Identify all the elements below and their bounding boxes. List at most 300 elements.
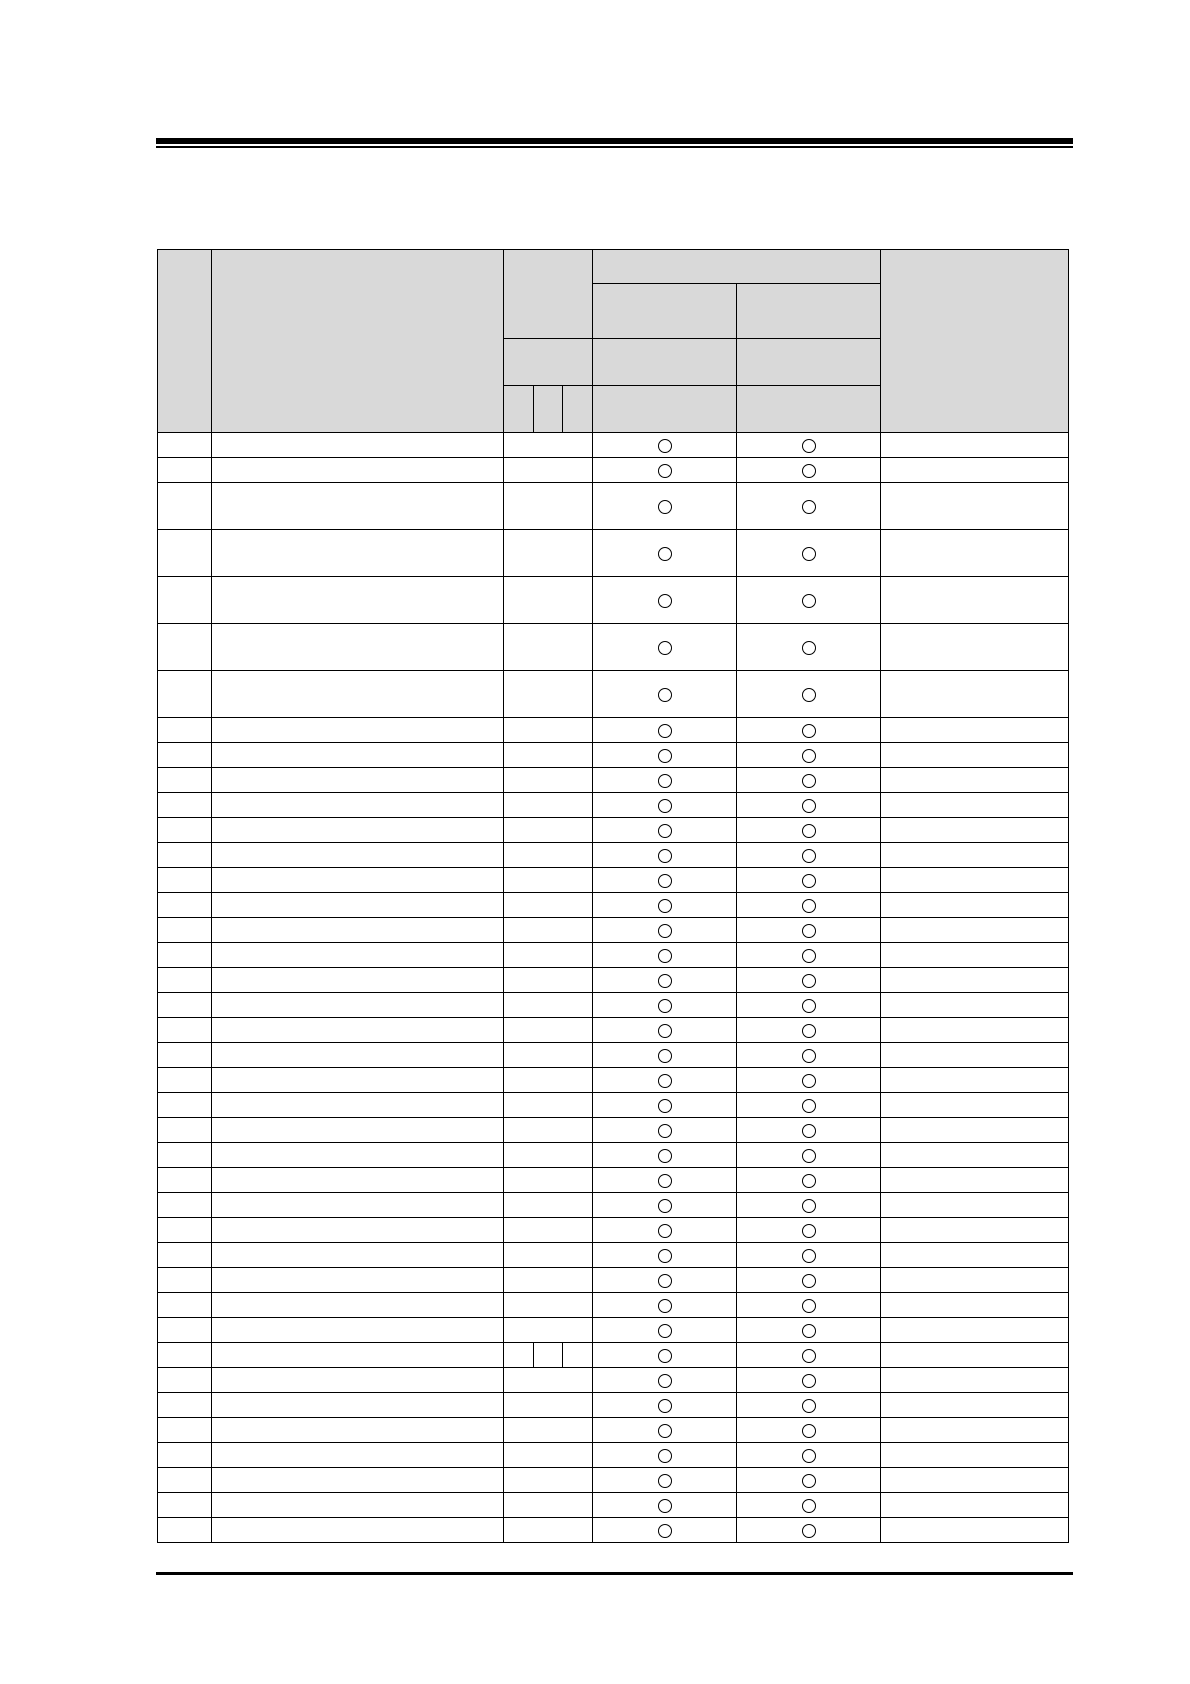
row-category-cell xyxy=(503,743,592,768)
header-category-cell-3 xyxy=(563,386,593,433)
header-rule-thin xyxy=(156,146,1073,148)
header-no-column xyxy=(158,250,212,433)
row-item-cell xyxy=(212,943,504,968)
row-mark-cell-a xyxy=(593,1168,737,1193)
row-category-cell xyxy=(503,718,592,743)
row-category-cell-1 xyxy=(503,1343,533,1368)
row-mark-cell-a xyxy=(593,1518,737,1543)
row-item-cell xyxy=(212,893,504,918)
row-item-cell xyxy=(212,1443,504,1468)
row-category-cell xyxy=(503,1168,592,1193)
row-category-cell xyxy=(503,1243,592,1268)
row-mark-cell-a xyxy=(593,624,737,671)
row-mark-cell-b xyxy=(737,718,881,743)
row-remarks-cell xyxy=(880,1268,1068,1293)
row-no-cell xyxy=(158,1343,212,1368)
row-no-cell xyxy=(158,743,212,768)
table-row xyxy=(158,1118,1069,1143)
circle-mark-icon xyxy=(658,874,672,888)
row-remarks-cell xyxy=(880,1143,1068,1168)
row-mark-cell-a xyxy=(593,793,737,818)
row-remarks-cell xyxy=(880,1493,1068,1518)
row-remarks-cell xyxy=(880,458,1068,483)
header-group-column xyxy=(593,250,881,284)
table-row xyxy=(158,1068,1069,1093)
header-category-sub xyxy=(503,339,592,386)
table-row xyxy=(158,943,1069,968)
table-body xyxy=(158,250,1069,1543)
circle-mark-icon xyxy=(658,1249,672,1263)
circle-mark-icon xyxy=(802,724,816,738)
row-mark-cell-a xyxy=(593,743,737,768)
row-mark-cell-a xyxy=(593,1293,737,1318)
table-row xyxy=(158,1443,1069,1468)
row-item-cell xyxy=(212,868,504,893)
circle-mark-icon xyxy=(802,641,816,655)
row-mark-cell-b xyxy=(737,968,881,993)
row-no-cell xyxy=(158,993,212,1018)
circle-mark-icon xyxy=(802,594,816,608)
row-mark-cell-b xyxy=(737,1093,881,1118)
circle-mark-icon xyxy=(658,799,672,813)
table-row xyxy=(158,433,1069,458)
row-item-cell xyxy=(212,1093,504,1118)
row-remarks-cell xyxy=(880,1518,1068,1543)
row-no-cell xyxy=(158,1218,212,1243)
row-category-cell xyxy=(503,577,592,624)
row-category-cell xyxy=(503,843,592,868)
row-category-cell xyxy=(503,1118,592,1143)
row-no-cell xyxy=(158,768,212,793)
row-mark-cell-a xyxy=(593,1218,737,1243)
row-remarks-cell xyxy=(880,743,1068,768)
table-row xyxy=(158,577,1069,624)
row-remarks-cell xyxy=(880,1168,1068,1193)
table-row xyxy=(158,768,1069,793)
circle-mark-icon xyxy=(802,439,816,453)
circle-mark-icon xyxy=(658,1524,672,1538)
circle-mark-icon xyxy=(658,1024,672,1038)
row-no-cell xyxy=(158,671,212,718)
circle-mark-icon xyxy=(658,1074,672,1088)
table-row xyxy=(158,893,1069,918)
header-category-cell-1 xyxy=(503,386,533,433)
circle-mark-icon xyxy=(658,1224,672,1238)
circle-mark-icon xyxy=(658,1274,672,1288)
row-no-cell xyxy=(158,793,212,818)
circle-mark-icon xyxy=(802,688,816,702)
circle-mark-icon xyxy=(658,999,672,1013)
row-mark-cell-a xyxy=(593,1318,737,1343)
circle-mark-icon xyxy=(658,1449,672,1463)
row-mark-cell-b xyxy=(737,1218,881,1243)
row-category-cell xyxy=(503,993,592,1018)
row-mark-cell-b xyxy=(737,1268,881,1293)
header-item-column xyxy=(212,250,504,433)
row-mark-cell-a xyxy=(593,968,737,993)
row-mark-cell-a xyxy=(593,843,737,868)
table-row xyxy=(158,530,1069,577)
footer-rule xyxy=(156,1572,1073,1575)
table-row xyxy=(158,1268,1069,1293)
table-row xyxy=(158,1418,1069,1443)
table-row xyxy=(158,743,1069,768)
row-item-cell xyxy=(212,1293,504,1318)
circle-mark-icon xyxy=(802,974,816,988)
row-no-cell xyxy=(158,943,212,968)
circle-mark-icon xyxy=(658,724,672,738)
row-mark-cell-b xyxy=(737,1493,881,1518)
header-remarks-column xyxy=(880,250,1068,433)
row-item-cell xyxy=(212,768,504,793)
row-mark-cell-a xyxy=(593,993,737,1018)
row-no-cell xyxy=(158,1143,212,1168)
table-row xyxy=(158,1193,1069,1218)
row-remarks-cell xyxy=(880,818,1068,843)
row-mark-cell-a xyxy=(593,718,737,743)
row-category-cell xyxy=(503,458,592,483)
row-no-cell xyxy=(158,918,212,943)
table-row xyxy=(158,993,1069,1018)
row-mark-cell-a xyxy=(593,818,737,843)
row-remarks-cell xyxy=(880,768,1068,793)
row-item-cell xyxy=(212,458,504,483)
row-item-cell xyxy=(212,1343,504,1368)
row-no-cell xyxy=(158,577,212,624)
circle-mark-icon xyxy=(802,500,816,514)
row-category-cell xyxy=(503,1518,592,1543)
circle-mark-icon xyxy=(802,1449,816,1463)
header-rule-thick xyxy=(156,138,1073,144)
row-mark-cell-b xyxy=(737,1318,881,1343)
row-category-cell xyxy=(503,768,592,793)
circle-mark-icon xyxy=(802,1399,816,1413)
row-category-cell xyxy=(503,893,592,918)
row-remarks-cell xyxy=(880,893,1068,918)
circle-mark-icon xyxy=(658,1049,672,1063)
circle-mark-icon xyxy=(658,1099,672,1113)
row-mark-cell-a xyxy=(593,1268,737,1293)
table-row xyxy=(158,1468,1069,1493)
circle-mark-icon xyxy=(802,1124,816,1138)
row-item-cell xyxy=(212,1218,504,1243)
row-item-cell xyxy=(212,1118,504,1143)
table-row xyxy=(158,1293,1069,1318)
row-item-cell xyxy=(212,993,504,1018)
row-category-cell xyxy=(503,530,592,577)
header-sub-column-b-3 xyxy=(737,386,881,433)
row-item-cell xyxy=(212,1268,504,1293)
row-category-cell xyxy=(503,483,592,530)
row-mark-cell-b xyxy=(737,868,881,893)
row-category-cell xyxy=(503,433,592,458)
row-no-cell xyxy=(158,843,212,868)
row-mark-cell-b xyxy=(737,1168,881,1193)
row-mark-cell-b xyxy=(737,1243,881,1268)
row-category-cell xyxy=(503,918,592,943)
row-category-cell xyxy=(503,793,592,818)
row-remarks-cell xyxy=(880,918,1068,943)
row-no-cell xyxy=(158,1468,212,1493)
circle-mark-icon xyxy=(802,1374,816,1388)
table-row xyxy=(158,1393,1069,1418)
row-no-cell xyxy=(158,1493,212,1518)
row-mark-cell-b xyxy=(737,943,881,968)
row-mark-cell-b xyxy=(737,1418,881,1443)
row-no-cell xyxy=(158,718,212,743)
row-mark-cell-b xyxy=(737,458,881,483)
table-row xyxy=(158,1493,1069,1518)
circle-mark-icon xyxy=(658,594,672,608)
row-item-cell xyxy=(212,1368,504,1393)
row-mark-cell-b xyxy=(737,1518,881,1543)
circle-mark-icon xyxy=(802,1099,816,1113)
row-item-cell xyxy=(212,1468,504,1493)
circle-mark-icon xyxy=(658,1399,672,1413)
row-item-cell xyxy=(212,1418,504,1443)
circle-mark-icon xyxy=(658,547,672,561)
row-mark-cell-a xyxy=(593,530,737,577)
row-remarks-cell xyxy=(880,1293,1068,1318)
row-mark-cell-a xyxy=(593,433,737,458)
circle-mark-icon xyxy=(802,799,816,813)
row-mark-cell-b xyxy=(737,793,881,818)
row-mark-cell-b xyxy=(737,483,881,530)
circle-mark-icon xyxy=(802,1149,816,1163)
circle-mark-icon xyxy=(658,774,672,788)
row-remarks-cell xyxy=(880,1068,1068,1093)
row-item-cell xyxy=(212,1043,504,1068)
circle-mark-icon xyxy=(658,641,672,655)
row-item-cell xyxy=(212,968,504,993)
row-remarks-cell xyxy=(880,843,1068,868)
table-row xyxy=(158,1368,1069,1393)
row-remarks-cell xyxy=(880,1243,1068,1268)
circle-mark-icon xyxy=(802,774,816,788)
row-item-cell xyxy=(212,718,504,743)
table-row xyxy=(158,624,1069,671)
row-category-cell xyxy=(503,1268,592,1293)
circle-mark-icon xyxy=(658,924,672,938)
circle-mark-icon xyxy=(658,1124,672,1138)
circle-mark-icon xyxy=(658,688,672,702)
circle-mark-icon xyxy=(658,464,672,478)
row-remarks-cell xyxy=(880,718,1068,743)
table-row xyxy=(158,918,1069,943)
row-mark-cell-b xyxy=(737,1468,881,1493)
row-remarks-cell xyxy=(880,624,1068,671)
row-remarks-cell xyxy=(880,433,1068,458)
circle-mark-icon xyxy=(658,1199,672,1213)
row-category-cell xyxy=(503,1018,592,1043)
row-category-cell xyxy=(503,1443,592,1468)
row-remarks-cell xyxy=(880,1018,1068,1043)
row-mark-cell-a xyxy=(593,1093,737,1118)
table-row xyxy=(158,1318,1069,1343)
row-no-cell xyxy=(158,1193,212,1218)
circle-mark-icon xyxy=(802,1349,816,1363)
row-no-cell xyxy=(158,893,212,918)
circle-mark-icon xyxy=(802,1024,816,1038)
row-mark-cell-a xyxy=(593,943,737,968)
row-mark-cell-b xyxy=(737,818,881,843)
row-remarks-cell xyxy=(880,968,1068,993)
row-item-cell xyxy=(212,577,504,624)
header-sub-column-b-2 xyxy=(737,339,881,386)
row-remarks-cell xyxy=(880,1343,1068,1368)
table-row xyxy=(158,1018,1069,1043)
row-mark-cell-a xyxy=(593,1193,737,1218)
row-item-cell xyxy=(212,1018,504,1043)
row-mark-cell-a xyxy=(593,671,737,718)
row-remarks-cell xyxy=(880,1118,1068,1143)
row-mark-cell-a xyxy=(593,1118,737,1143)
row-mark-cell-b xyxy=(737,1043,881,1068)
row-category-cell xyxy=(503,1043,592,1068)
row-category-cell xyxy=(503,968,592,993)
row-mark-cell-a xyxy=(593,1393,737,1418)
row-item-cell xyxy=(212,624,504,671)
row-category-cell xyxy=(503,1093,592,1118)
circle-mark-icon xyxy=(802,824,816,838)
row-remarks-cell xyxy=(880,483,1068,530)
circle-mark-icon xyxy=(658,1299,672,1313)
row-remarks-cell xyxy=(880,1443,1068,1468)
row-item-cell xyxy=(212,483,504,530)
table-row xyxy=(158,843,1069,868)
row-remarks-cell xyxy=(880,943,1068,968)
circle-mark-icon xyxy=(802,1274,816,1288)
row-item-cell xyxy=(212,433,504,458)
circle-mark-icon xyxy=(802,464,816,478)
circle-mark-icon xyxy=(802,1424,816,1438)
row-no-cell xyxy=(158,1443,212,1468)
row-no-cell xyxy=(158,1168,212,1193)
row-item-cell xyxy=(212,1318,504,1343)
row-category-cell xyxy=(503,1218,592,1243)
row-no-cell xyxy=(158,433,212,458)
circle-mark-icon xyxy=(802,1224,816,1238)
row-mark-cell-a xyxy=(593,1343,737,1368)
row-mark-cell-a xyxy=(593,577,737,624)
row-item-cell xyxy=(212,843,504,868)
row-remarks-cell xyxy=(880,671,1068,718)
circle-mark-icon xyxy=(658,500,672,514)
row-item-cell xyxy=(212,1493,504,1518)
circle-mark-icon xyxy=(802,1174,816,1188)
row-mark-cell-b xyxy=(737,1018,881,1043)
row-no-cell xyxy=(158,1418,212,1443)
row-category-cell xyxy=(503,1468,592,1493)
row-category-cell xyxy=(503,1493,592,1518)
table-row xyxy=(158,968,1069,993)
row-remarks-cell xyxy=(880,1418,1068,1443)
row-remarks-cell xyxy=(880,1193,1068,1218)
row-mark-cell-a xyxy=(593,1068,737,1093)
row-item-cell xyxy=(212,1393,504,1418)
row-remarks-cell xyxy=(880,1318,1068,1343)
row-no-cell xyxy=(158,1368,212,1393)
row-mark-cell-b xyxy=(737,1343,881,1368)
circle-mark-icon xyxy=(802,1049,816,1063)
row-remarks-cell xyxy=(880,793,1068,818)
circle-mark-icon xyxy=(802,874,816,888)
table-row xyxy=(158,1343,1069,1368)
header-sub-column-a-2 xyxy=(593,339,737,386)
row-mark-cell-b xyxy=(737,530,881,577)
row-no-cell xyxy=(158,624,212,671)
table-row xyxy=(158,818,1069,843)
row-category-cell xyxy=(503,1143,592,1168)
row-no-cell xyxy=(158,1518,212,1543)
header-category-cell-2 xyxy=(534,386,563,433)
row-no-cell xyxy=(158,818,212,843)
circle-mark-icon xyxy=(802,1499,816,1513)
row-mark-cell-a xyxy=(593,1443,737,1468)
row-mark-cell-a xyxy=(593,1018,737,1043)
header-category-column xyxy=(503,250,592,339)
row-no-cell xyxy=(158,1243,212,1268)
row-item-cell xyxy=(212,1243,504,1268)
row-no-cell xyxy=(158,458,212,483)
row-mark-cell-a xyxy=(593,1493,737,1518)
table-row xyxy=(158,458,1069,483)
table-row xyxy=(158,868,1069,893)
header-row-1 xyxy=(158,250,1069,284)
circle-mark-icon xyxy=(658,974,672,988)
row-no-cell xyxy=(158,1393,212,1418)
row-no-cell xyxy=(158,968,212,993)
row-no-cell xyxy=(158,1118,212,1143)
row-item-cell xyxy=(212,1518,504,1543)
row-remarks-cell xyxy=(880,1043,1068,1068)
row-mark-cell-b xyxy=(737,624,881,671)
circle-mark-icon xyxy=(802,547,816,561)
row-category-cell xyxy=(503,1393,592,1418)
row-mark-cell-b xyxy=(737,893,881,918)
circle-mark-icon xyxy=(802,1324,816,1338)
circle-mark-icon xyxy=(802,1474,816,1488)
circle-mark-icon xyxy=(658,1424,672,1438)
row-item-cell xyxy=(212,1143,504,1168)
row-item-cell xyxy=(212,743,504,768)
row-mark-cell-a xyxy=(593,768,737,793)
circle-mark-icon xyxy=(802,849,816,863)
row-no-cell xyxy=(158,1268,212,1293)
row-mark-cell-b xyxy=(737,1293,881,1318)
row-mark-cell-a xyxy=(593,458,737,483)
row-mark-cell-a xyxy=(593,1418,737,1443)
circle-mark-icon xyxy=(658,849,672,863)
table-row xyxy=(158,1243,1069,1268)
circle-mark-icon xyxy=(802,949,816,963)
circle-mark-icon xyxy=(658,1324,672,1338)
row-mark-cell-b xyxy=(737,743,881,768)
row-mark-cell-b xyxy=(737,1118,881,1143)
row-category-cell xyxy=(503,1293,592,1318)
table-row xyxy=(158,1043,1069,1068)
row-mark-cell-a xyxy=(593,918,737,943)
row-item-cell xyxy=(212,671,504,718)
circle-mark-icon xyxy=(658,1474,672,1488)
row-item-cell xyxy=(212,1168,504,1193)
circle-mark-icon xyxy=(802,1199,816,1213)
row-category-cell xyxy=(503,1318,592,1343)
circle-mark-icon xyxy=(658,1374,672,1388)
row-mark-cell-a xyxy=(593,1243,737,1268)
row-remarks-cell xyxy=(880,577,1068,624)
row-category-cell xyxy=(503,1193,592,1218)
